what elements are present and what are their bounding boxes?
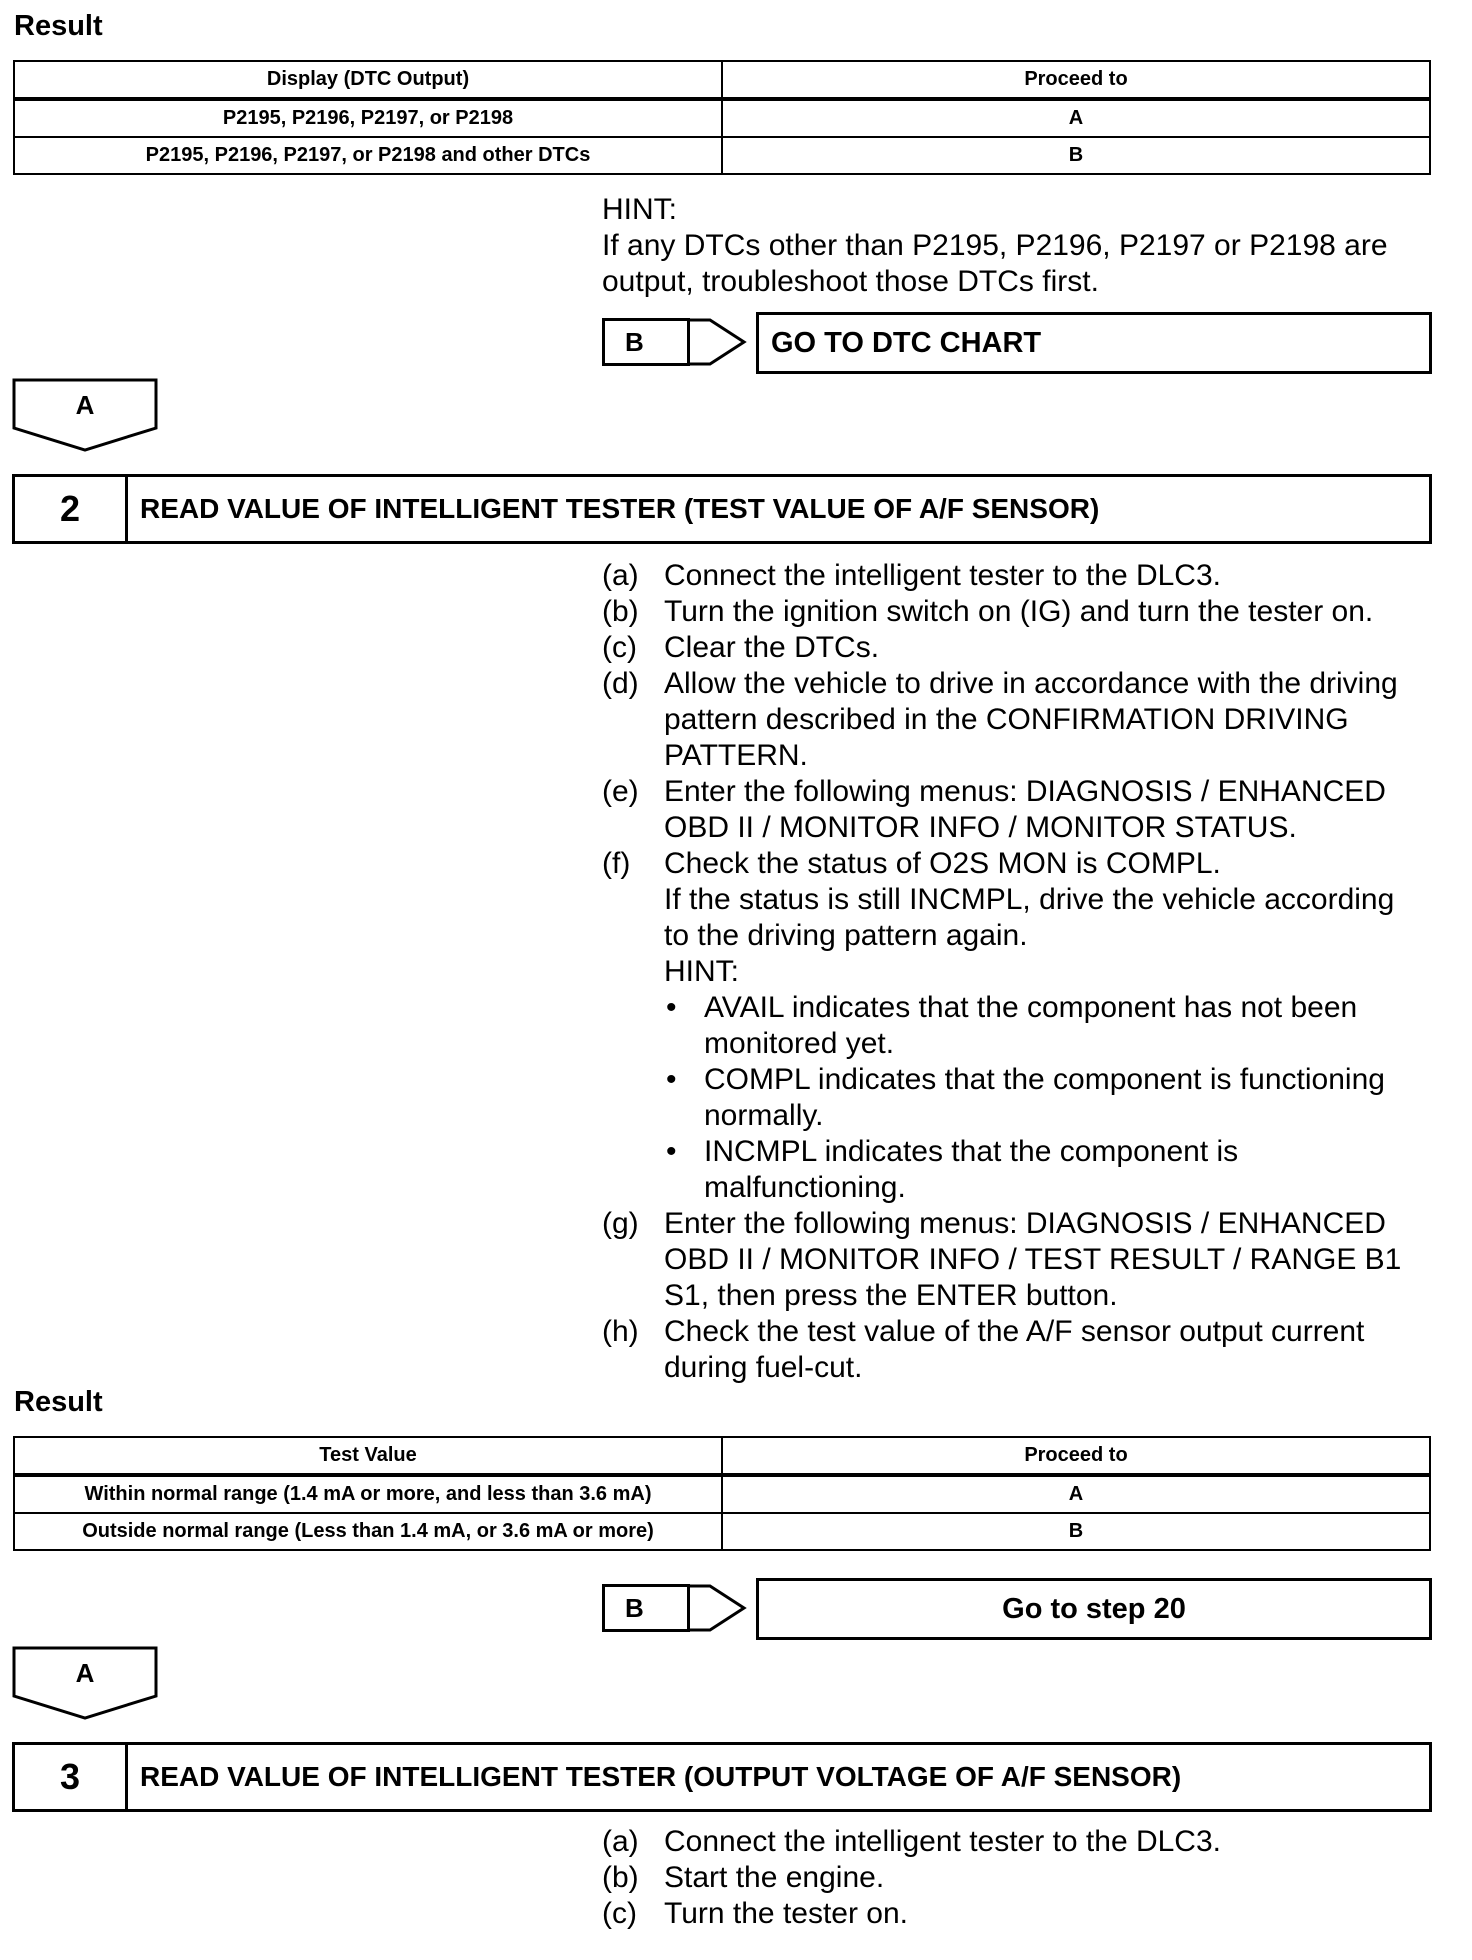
list-item <box>602 1824 1442 1860</box>
list-item <box>602 630 1442 666</box>
list-item <box>602 1206 1442 1314</box>
step-2-header <box>12 474 1432 544</box>
item-letter: (b) <box>602 1861 639 1894</box>
table-cell: A <box>722 99 1430 137</box>
column-header: Test Value <box>14 1437 722 1475</box>
result-label-2: Result <box>14 1386 103 1418</box>
item-line: Clear the DTCs. <box>664 631 880 664</box>
bullet-line: monitored yet. <box>704 1027 895 1060</box>
branch-a-label: A <box>75 390 95 420</box>
bullet-icon: • <box>666 1063 677 1096</box>
bullet-item <box>664 1062 1442 1134</box>
item-letter: (a) <box>602 559 639 592</box>
table-cell: Outside normal range (Less than 1.4 mA, or 3.6 mA or more) <box>14 1513 722 1550</box>
item-content <box>664 1896 1442 1932</box>
item-content <box>664 666 1442 774</box>
item-letter: (g) <box>602 1207 639 1240</box>
branch-b-label: B <box>602 318 690 366</box>
bullet-line: AVAIL indicates that the component has not been <box>704 991 1358 1024</box>
item-letter: (f) <box>602 847 631 880</box>
item-letter: (c) <box>602 631 637 664</box>
table-row <box>14 1513 1430 1550</box>
table-cell: A <box>722 1475 1430 1513</box>
hint-title: HINT: <box>602 193 677 226</box>
table-row <box>14 137 1430 174</box>
branch-arrow-icon <box>688 1580 748 1636</box>
result-table-1 <box>13 60 1431 175</box>
bullet-content <box>704 1134 1442 1206</box>
item-line: Turn the tester on. <box>664 1897 909 1930</box>
table-header-row <box>14 61 1430 99</box>
item-letter: (d) <box>602 667 639 700</box>
item-letter: (c) <box>602 1897 637 1930</box>
item-line: Check the status of O2S MON is COMPL. <box>664 847 1221 880</box>
item-letter: (h) <box>602 1315 639 1348</box>
item-line: OBD II / MONITOR INFO / TEST RESULT / RANGE B1 <box>664 1243 1402 1276</box>
go-to-dtc-chart-link[interactable]: GO TO DTC CHART <box>756 312 1432 374</box>
bullet-line: normally. <box>704 1099 824 1132</box>
branch-b-label: B <box>602 1584 690 1632</box>
step-number: 3 <box>15 1745 128 1809</box>
hint-line: output, troubleshoot those DTCs first. <box>602 265 1099 298</box>
step-3-instructions <box>602 1824 1442 1932</box>
column-header: Proceed to <box>722 1437 1430 1475</box>
item-line: Enter the following menus: DIAGNOSIS / ENHANCED <box>664 775 1386 808</box>
item-letter: (a) <box>602 1825 639 1858</box>
item-line: OBD II / MONITOR INFO / MONITOR STATUS. <box>664 811 1297 844</box>
bullet-icon: • <box>666 1135 677 1168</box>
item-line: during fuel-cut. <box>664 1351 863 1384</box>
bullet-line: malfunctioning. <box>704 1171 906 1204</box>
bullet-line: INCMPL indicates that the component is <box>704 1135 1239 1168</box>
result-label-1: Result <box>14 10 103 42</box>
item-content <box>664 594 1442 630</box>
table-cell: B <box>722 1513 1430 1550</box>
column-header: Display (DTC Output) <box>14 61 722 99</box>
item-line: Enter the following menus: DIAGNOSIS / ENHANCED <box>664 1207 1386 1240</box>
hint-line: If any DTCs other than P2195, P2196, P2197 or P2198 are <box>602 229 1388 262</box>
table-cell: Within normal range (1.4 mA or more, and less than 3.6 mA) <box>14 1475 722 1513</box>
item-line: If the status is still INCMPL, drive the vehicle according <box>664 883 1395 916</box>
item-content <box>664 846 1442 1206</box>
list-item <box>602 558 1442 594</box>
branch-arrow-icon <box>688 314 748 370</box>
step-title: READ VALUE OF INTELLIGENT TESTER (OUTPUT VOLTAGE OF A/F SENSOR) <box>140 1761 1182 1792</box>
branch-a-marker <box>12 378 158 452</box>
item-letter: (e) <box>602 775 639 808</box>
hint-title: HINT: <box>664 955 739 988</box>
item-letter: (b) <box>602 595 639 628</box>
table-row <box>14 1475 1430 1513</box>
item-line: Connect the intelligent tester to the DLC3. <box>664 559 1221 592</box>
item-content <box>664 1206 1442 1314</box>
bullet-icon: • <box>666 991 677 1024</box>
table-cell: P2195, P2196, P2197, or P2198 and other DTCs <box>14 137 722 174</box>
go-to-step-20-link[interactable]: Go to step 20 <box>756 1578 1432 1640</box>
hint-block <box>602 192 1462 300</box>
item-content <box>664 1860 1442 1896</box>
step-title: READ VALUE OF INTELLIGENT TESTER (TEST VALUE OF A/F SENSOR) <box>140 493 1100 524</box>
branch-a-marker <box>12 1646 158 1720</box>
item-line: Start the engine. <box>664 1861 885 1894</box>
list-item <box>602 846 1442 1206</box>
table-cell: P2195, P2196, P2197, or P2198 <box>14 99 722 137</box>
item-line: to the driving pattern again. <box>664 919 1028 952</box>
list-item <box>602 1314 1442 1386</box>
result-table-2 <box>13 1436 1431 1551</box>
bullet-content <box>704 1062 1442 1134</box>
item-line: Turn the ignition switch on (IG) and turn the tester on. <box>664 595 1374 628</box>
list-item <box>602 594 1442 630</box>
bullet-content <box>704 990 1442 1062</box>
item-line: Allow the vehicle to drive in accordance with the driving <box>664 667 1398 700</box>
step-number: 2 <box>15 477 128 541</box>
step-3-header <box>12 1742 1432 1812</box>
item-line: Check the test value of the A/F sensor output current <box>664 1315 1365 1348</box>
table-cell: B <box>722 137 1430 174</box>
item-content <box>664 558 1442 594</box>
table-row <box>14 99 1430 137</box>
list-item <box>602 666 1442 774</box>
bullet-item <box>664 1134 1442 1206</box>
item-line: PATTERN. <box>664 739 808 772</box>
item-content <box>664 1824 1442 1860</box>
list-item <box>602 1860 1442 1896</box>
column-header: Proceed to <box>722 61 1430 99</box>
item-line: pattern described in the CONFIRMATION DRIVING <box>664 703 1349 736</box>
list-item <box>602 1896 1442 1932</box>
step-2-instructions <box>602 558 1442 1386</box>
bullet-line: COMPL indicates that the component is functioning <box>704 1063 1385 1096</box>
list-item <box>602 774 1442 846</box>
item-line: Connect the intelligent tester to the DLC3. <box>664 1825 1221 1858</box>
branch-a-label: A <box>75 1658 95 1688</box>
item-content <box>664 630 1442 666</box>
table-header-row <box>14 1437 1430 1475</box>
item-line: S1, then press the ENTER button. <box>664 1279 1118 1312</box>
item-content <box>664 774 1442 846</box>
item-content <box>664 1314 1442 1386</box>
bullet-item <box>664 990 1442 1062</box>
